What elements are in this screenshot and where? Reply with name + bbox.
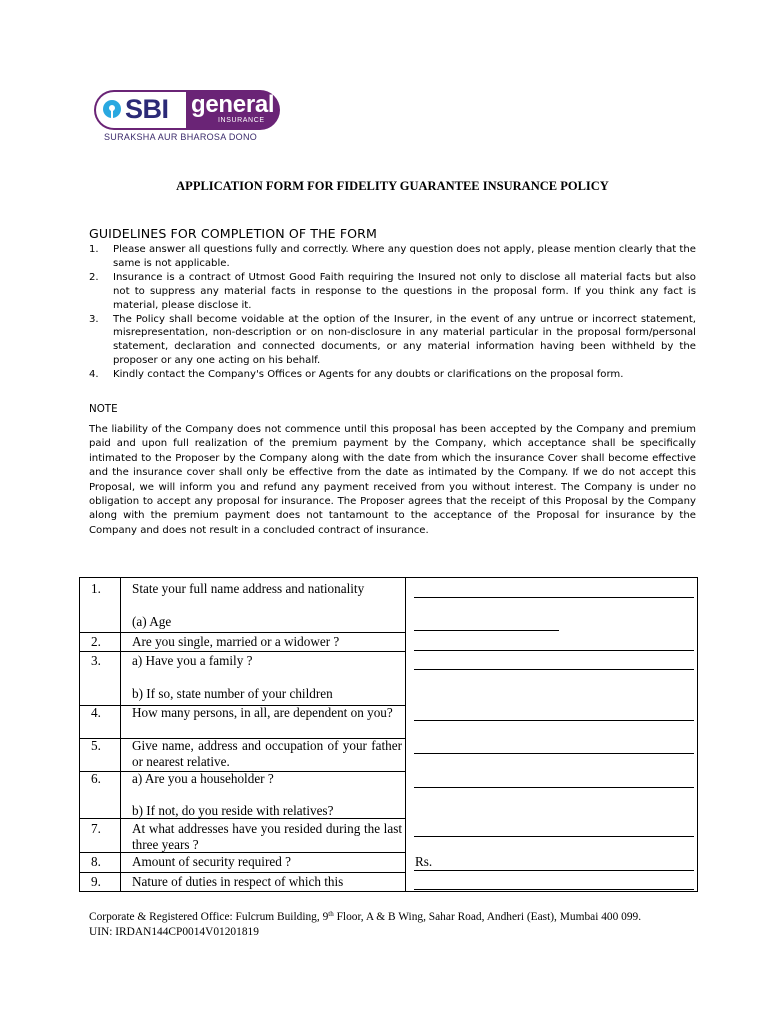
question-3b-text: b) If so, state number of your children (132, 686, 333, 701)
question-3a-text: a) Have you a family ? (132, 653, 253, 668)
footer-address (89, 910, 729, 925)
answer-line-7[interactable] (414, 836, 694, 837)
guideline-item (89, 368, 696, 382)
guideline-text: Insurance is a contract of Utmost Good Faith requiring the Insured not only to disclose all material facts but also not to suppress any material facts in response to the questions in the proposal form. If you think any fact is material, please disclose it. (113, 271, 696, 311)
guidelines-list (89, 243, 696, 382)
question-7-number: 7. (91, 821, 101, 836)
guideline-text: Please answer all questions fully and correctly. Where any question does not apply, please mention clearly that the same is not applicable. (113, 244, 696, 269)
footer-uin: UIN: IRDAN144CP0014V01201819 (89, 926, 259, 938)
question-8-number: 8. (91, 854, 101, 869)
logo-tagline: SURAKSHA AUR BHAROSA DONO (104, 132, 258, 142)
question-5-text: Give name, address and occupation of your father or nearest relative. (132, 738, 402, 770)
guideline-number: 3. (89, 313, 99, 325)
footer (89, 910, 729, 940)
company-logo (94, 90, 284, 150)
logo-product-text: general (191, 91, 275, 118)
row-divider (80, 872, 406, 873)
logo-pill (94, 90, 280, 130)
question-9-text: Nature of duties in respect of which this (132, 874, 344, 889)
row-divider (80, 632, 406, 633)
question-4-number: 4. (91, 705, 101, 720)
answer-line-9[interactable] (414, 889, 694, 890)
answer-line-3[interactable] (414, 669, 694, 670)
question-7-text: At what addresses have you resided during the last three years ? (132, 821, 402, 853)
question-6b-text: b) If not, do you reside with relatives? (132, 803, 334, 818)
question-6a-text: a) Are you a householder ? (132, 771, 274, 786)
answer-line-2[interactable] (414, 650, 694, 651)
guideline-item (89, 243, 696, 271)
question-3-number: 3. (91, 653, 101, 668)
guideline-number: 2. (89, 271, 99, 283)
question-5-number: 5. (91, 738, 101, 753)
answer-line-4[interactable] (414, 720, 694, 721)
footer-superscript: th (328, 910, 334, 918)
questions-table (79, 577, 698, 892)
question-1-text: State your full name address and nationality (132, 581, 365, 596)
guideline-text: Kindly contact the Company's Offices or Agents for any doubts or clarifications on the proposal form. (113, 369, 624, 381)
question-8-text: Amount of security required ? (132, 854, 291, 869)
amount-prefix: Rs. (415, 854, 433, 869)
form-title: APPLICATION FORM FOR FIDELITY GUARANTEE INSURANCE POLICY (176, 179, 609, 193)
question-1a-text: (a) Age (132, 614, 172, 629)
question-6-number: 6. (91, 771, 101, 786)
guideline-item (89, 271, 696, 313)
guideline-number: 4. (89, 369, 99, 381)
guideline-item (89, 313, 696, 369)
question-1-number: 1. (91, 581, 101, 596)
note-heading: NOTE (89, 403, 118, 415)
answer-line-5[interactable] (414, 753, 694, 754)
answer-line-1[interactable] (414, 597, 694, 598)
question-9-number: 9. (91, 874, 101, 889)
footer-address-text-end: Floor, A & B Wing, Sahar Road, Andheri (East), Mumbai 400 099. (333, 911, 642, 923)
sbi-keyhole-icon (102, 99, 122, 119)
question-2-number: 2. (91, 634, 101, 649)
logo-brand-text: SBI (125, 94, 169, 124)
answer-line-age[interactable] (414, 630, 559, 631)
guideline-text: The Policy shall become voidable at the option of the Insurer, in the event of any untrue or incorrect statement, misrepresentation, non-description or on non-disclosure in any material particular in the proposal form/personal statement, declaration and connected documents, or any material information having been withheld by the proposer or any one acting on his behalf. (113, 313, 696, 367)
logo-sub-text: INSURANCE (218, 117, 265, 124)
question-4-text: How many persons, in all, are dependent on you? (132, 705, 393, 720)
footer-address-text: Corporate & Registered Office: Fulcrum Building, 9 (89, 911, 329, 923)
answer-line-6[interactable] (414, 787, 694, 788)
table-column-divider (405, 578, 406, 891)
question-2-text: Are you single, married or a widower ? (132, 634, 340, 649)
guideline-number: 1. (89, 244, 99, 255)
table-column-divider (120, 578, 121, 891)
note-paragraph: The liability of the Company does not commence until this proposal has been accepted by the Company and premium paid and upon full realization of the premium payment by the Company, which acceptance shall be specifically intimated to the Proposer by the Company along with the date from which the insurance Cover shall become effective and the insurance cover shall only be effective from the date as intimated by the Company. If we do not accept this Proposal, we will inform you and refund any payment received from you without interest. The Company is under no obligation to accept any proposal for insurance. The Proposer agrees that the receipt of this Proposal by the Company along with the premium payment does not tantamount to the acceptance of the Proposal for insurance by the Company and does not result in a concluded contract of insurance. (89, 424, 696, 536)
row-divider (80, 651, 406, 652)
answer-line-8[interactable] (414, 870, 694, 871)
guidelines-heading: GUIDELINES FOR COMPLETION OF THE FORM (89, 226, 377, 241)
